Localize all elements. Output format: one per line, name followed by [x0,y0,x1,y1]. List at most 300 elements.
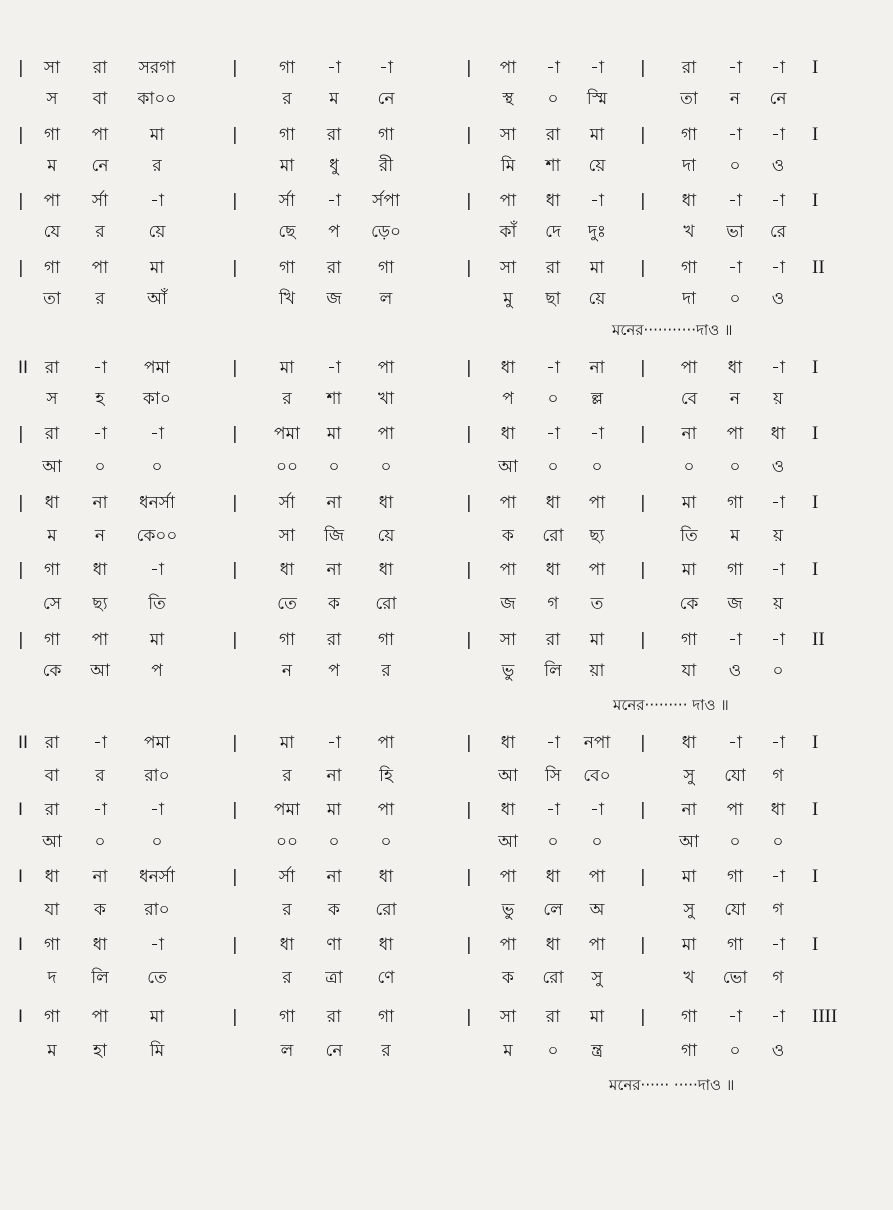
lyric-syllable: ০ [729,832,741,852]
bar-line: | [232,867,238,887]
notation-row [0,730,893,756]
note-cell: না [589,358,605,378]
lyric-syllable: যে [43,222,61,242]
note-cell: র্সা [278,867,296,887]
note-cell: রা [44,424,60,444]
lyric-syllable: র [95,289,105,309]
note-cell: ধা [500,800,516,820]
lyric-syllable: ত [590,594,604,614]
lyric-syllable: ম [47,1041,57,1061]
lyric-syllable: সু [683,766,695,786]
note-cell: -া [771,867,785,887]
lyric-syllable: ০ [729,1041,741,1061]
bar-line: | [232,424,238,444]
note-cell: র্সপা [372,191,400,211]
bar-line-start: I [18,935,24,955]
lyric-row [0,763,893,789]
bar-line: | [640,1007,646,1027]
lyric-syllable: সু [683,900,695,920]
note-cell: -া [771,191,785,211]
lyric-syllable: তা [680,89,698,109]
lyric-syllable: ছ্য [589,526,605,546]
bar-line: | [466,560,472,580]
lyric-syllable: তা [43,289,61,309]
lyric-syllable: ০ [547,89,559,109]
lyric-syllable: স [46,389,58,409]
notation-row [0,1004,893,1030]
lyric-syllable: তি [680,526,698,546]
lyric-syllable: ০ [328,832,340,852]
bar-line: | [232,58,238,78]
note-cell: গা [43,560,61,580]
note-cell: ধা [378,560,394,580]
lyric-syllable: ও [771,289,785,309]
lyric-syllable: লে [543,900,563,920]
refrain-row [0,1073,893,1097]
note-cell: ধা [681,733,697,753]
lyric-syllable: স্থ [502,89,514,109]
bar-line: | [640,125,646,145]
notation-row [0,122,893,148]
lyric-syllable: সি [544,766,562,786]
note-cell: -া [150,800,164,820]
note-cell: ধা [378,867,394,887]
note-cell: -া [771,733,785,753]
lyric-syllable: র [95,222,105,242]
note-cell: গা [680,125,698,145]
note-cell: -া [379,58,393,78]
bar-line: | [640,867,646,887]
bar-line: | [232,125,238,145]
notation-row [0,421,893,447]
lyric-syllable: তে [147,968,167,988]
lyric-syllable: শা [326,389,342,409]
note-cell: -া [728,58,742,78]
note-cell: গা [43,258,61,278]
note-cell: ধা [500,733,516,753]
lyric-row [0,523,893,549]
bar-line-start: | [18,125,24,145]
note-cell: গা [726,560,744,580]
note-cell: -া [771,125,785,145]
bar-line: | [466,358,472,378]
note-cell: পা [377,800,395,820]
note-cell: -া [546,800,560,820]
bar-line: | [640,733,646,753]
note-cell: -া [546,58,560,78]
lyric-syllable: ভো [722,968,748,988]
note-cell: -া [590,58,604,78]
lyric-syllable: ০ [547,1041,559,1061]
note-cell: মা [589,630,605,650]
note-cell: রা [326,125,342,145]
note-cell: -া [93,358,107,378]
note-cell: সা [499,258,517,278]
note-cell: গা [278,1007,296,1027]
lyric-syllable: যো [724,900,746,920]
note-cell: গা [278,258,296,278]
notation-row [0,557,893,583]
note-cell: সা [43,58,61,78]
lyric-syllable: যো [724,766,746,786]
note-cell: -া [771,58,785,78]
bar-line: | [466,630,472,650]
note-cell: রা [44,800,60,820]
note-cell: মা [149,125,165,145]
lyric-syllable: রো [542,526,564,546]
lyric-syllable: ম [47,156,57,176]
lyric-syllable: র [282,89,292,109]
note-cell: পা [499,191,517,211]
lyric-syllable: মু [503,289,513,309]
note-cell: -া [728,258,742,278]
lyric-syllable: ০০ [275,832,299,852]
note-cell: পা [499,493,517,513]
lyric-syllable: য় [772,526,784,546]
note-cell: রা [44,733,60,753]
bar-line: | [466,935,472,955]
note-cell: -া [728,191,742,211]
note-cell: গা [43,630,61,650]
note-cell: র্সা [278,191,296,211]
lyric-row [0,591,893,617]
lyric-syllable: রী [378,156,394,176]
lyric-row [0,386,893,412]
bar-line: | [466,58,472,78]
lyric-syllable: ধু [329,156,339,176]
bar-line: | [640,424,646,444]
lyric-syllable: তি [148,594,166,614]
note-cell: পা [91,630,109,650]
note-cell: পা [588,867,606,887]
note-cell: রা [326,630,342,650]
lyric-syllable: ০ [591,832,603,852]
bar-line: | [466,191,472,211]
lyric-syllable: ০ [94,457,106,477]
note-cell: ধা [770,424,786,444]
lyric-syllable: না [326,766,342,786]
bar-line-end: I [812,357,819,378]
lyric-syllable: ছ্য [92,594,108,614]
note-cell: ধা [545,191,561,211]
lyric-syllable: আ [498,832,518,852]
lyric-syllable: য় [772,389,784,409]
note-cell: মা [681,560,697,580]
notation-row [0,55,893,81]
note-cell: গা [377,630,395,650]
note-cell: ধা [279,935,295,955]
lyric-syllable: ভু [501,661,515,681]
note-cell: মা [681,935,697,955]
bar-line: | [640,58,646,78]
lyric-syllable: গা [680,1041,698,1061]
note-cell: না [681,424,697,444]
lyric-syllable: যা [681,661,697,681]
bar-line: | [232,560,238,580]
note-cell: -া [327,358,341,378]
note-cell: সা [499,630,517,650]
lyric-syllable: ল্ল [590,389,604,409]
bar-line: | [466,125,472,145]
lyric-syllable: ০ [729,156,741,176]
note-cell: -া [93,800,107,820]
bar-line-end: II [812,257,825,278]
note-cell: সা [499,1007,517,1027]
bar-line: | [640,560,646,580]
note-cell: না [92,867,108,887]
bar-line: | [466,867,472,887]
lyric-syllable: ০ [380,457,392,477]
note-cell: রা [545,1007,561,1027]
bar-line: | [466,800,472,820]
bar-line-start: | [18,630,24,650]
note-cell: মা [279,358,295,378]
lyric-syllable: সা [278,526,296,546]
note-cell: ধনর্সা [139,867,175,887]
lyric-syllable: হা [93,1041,107,1061]
note-cell: গা [43,1007,61,1027]
note-cell: ধা [727,358,743,378]
note-cell: পা [377,424,395,444]
lyric-syllable: য়ে [148,222,166,242]
lyric-syllable: ন [94,526,106,546]
note-cell: -া [93,733,107,753]
lyric-syllable: ০০ [275,457,299,477]
lyric-syllable: আ [42,457,62,477]
lyric-syllable: স্মি [586,89,608,109]
note-cell: -া [150,191,164,211]
bar-line: | [640,493,646,513]
lyric-syllable: বে০ [583,766,611,786]
note-cell: র্সা [278,493,296,513]
note-cell: রা [326,258,342,278]
note-cell: -া [771,935,785,955]
bar-line: | [232,258,238,278]
note-cell: মা [681,867,697,887]
note-cell: গা [726,935,744,955]
note-cell: মা [589,1007,605,1027]
lyric-syllable: ০ [772,661,784,681]
note-cell: পমা [144,358,170,378]
notation-row [0,188,893,214]
bar-line-end: I [812,57,819,78]
note-cell: না [92,493,108,513]
note-cell: -া [728,125,742,145]
note-cell: ধা [545,935,561,955]
lyric-syllable: ক [94,900,106,920]
lyric-syllable: প [328,222,340,242]
note-cell: রা [92,58,108,78]
bar-line: | [232,630,238,650]
note-cell: -া [150,560,164,580]
lyric-syllable: ও [728,661,742,681]
note-cell: -া [93,424,107,444]
lyric-syllable: তে [277,594,297,614]
note-cell: পা [726,424,744,444]
lyric-syllable: ক [328,594,340,614]
lyric-syllable: দা [682,156,696,176]
note-cell: -া [771,630,785,650]
lyric-syllable: গ [772,968,784,988]
refrain-text: মনের···········দাও ॥ [612,321,733,339]
lyric-syllable: য়ে [377,526,395,546]
lyric-syllable: ও [771,457,785,477]
notation-row [0,932,893,958]
note-cell: গা [377,1007,395,1027]
note-cell: পমা [274,800,300,820]
note-cell: পা [91,258,109,278]
note-cell: গা [680,258,698,278]
notation-row [0,255,893,281]
note-cell: পমা [274,424,300,444]
note-cell: পা [588,493,606,513]
note-cell: মা [149,1007,165,1027]
note-cell: গা [43,935,61,955]
bar-line: | [232,800,238,820]
lyric-syllable: ন [281,661,293,681]
bar-line-start: | [18,493,24,513]
bar-line: | [466,424,472,444]
note-cell: ধা [500,424,516,444]
note-cell: গা [726,493,744,513]
lyric-syllable: রো [375,900,397,920]
bar-line-start: | [18,424,24,444]
bar-line-start: II [18,358,29,378]
lyric-syllable: র [381,1041,391,1061]
bar-line-start: II [18,733,29,753]
note-cell: -া [771,258,785,278]
lyric-syllable: গ [772,766,784,786]
lyric-syllable: র [381,661,391,681]
note-cell: ধা [378,935,394,955]
note-cell: পা [499,560,517,580]
bar-line-start: | [18,258,24,278]
bar-line: | [466,493,472,513]
lyric-syllable: দে [545,222,561,242]
lyric-syllable: হ [95,389,105,409]
note-cell: -া [728,630,742,650]
note-cell: ণা [326,935,342,955]
lyric-syllable: স [46,89,58,109]
lyric-syllable: দ [47,968,57,988]
note-cell: -া [327,191,341,211]
notation-row [0,797,893,823]
lyric-syllable: য় [772,594,784,614]
lyric-syllable: শা [545,156,561,176]
lyric-syllable: সু [591,968,603,988]
bar-line-end: I [812,799,819,820]
lyric-syllable: য়ে [588,156,606,176]
lyric-syllable: খা [377,389,395,409]
lyric-syllable: র [95,766,105,786]
lyric-syllable: কা০ [143,389,171,409]
lyric-syllable: প [328,661,340,681]
lyric-syllable: ০ [772,832,784,852]
note-cell: রা [44,358,60,378]
bar-line-end: I [812,190,819,211]
lyric-syllable: ভু [501,900,515,920]
lyric-syllable: জ [500,594,516,614]
lyric-syllable: কা০০ [137,89,177,109]
lyric-syllable: ০ [591,457,603,477]
lyric-syllable: ০ [729,457,741,477]
bar-line: | [640,935,646,955]
lyric-syllable: ক [328,900,340,920]
note-cell: রা [545,630,561,650]
lyric-syllable: ক [502,526,514,546]
lyric-syllable: কাঁ [499,222,517,242]
note-cell: -া [546,424,560,444]
lyric-syllable: জ [326,289,342,309]
note-cell: গা [680,630,698,650]
lyric-syllable: ল [379,289,393,309]
note-cell: পা [91,1007,109,1027]
note-cell: মা [326,424,342,444]
note-cell: -া [771,358,785,378]
lyric-row [0,153,893,179]
notation-row [0,627,893,653]
lyric-syllable: গ [772,900,784,920]
lyric-syllable: ম [47,526,57,546]
note-cell: না [326,493,342,513]
lyric-syllable: নে [769,89,787,109]
note-cell: পা [499,58,517,78]
note-cell: না [326,867,342,887]
refrain-row [0,318,893,342]
bar-line-end: IIII [812,1006,838,1027]
bar-line: | [232,935,238,955]
lyric-syllable: দা [682,289,696,309]
note-cell: পা [377,733,395,753]
lyric-syllable: ভা [726,222,744,242]
note-cell: ধা [44,867,60,887]
lyric-syllable: রো [542,968,564,988]
lyric-syllable: খি [278,289,296,309]
bar-line-end: I [812,732,819,753]
note-cell: মা [589,125,605,145]
lyric-syllable: ম [329,89,339,109]
lyric-syllable: ছা [545,289,561,309]
lyric-syllable: মা [279,156,295,176]
lyric-syllable: ও [771,156,785,176]
lyric-syllable: ছে [278,222,296,242]
lyric-syllable: ণে [377,968,395,988]
bar-line-end: I [812,934,819,955]
lyric-syllable: র [282,968,292,988]
note-cell: -া [327,58,341,78]
bar-line: | [466,258,472,278]
lyric-syllable: প [151,661,163,681]
lyric-syllable: আ [90,661,110,681]
lyric-syllable: খ [683,968,695,988]
note-cell: না [681,800,697,820]
lyric-syllable: নে [91,156,109,176]
note-cell: -া [546,733,560,753]
note-cell: -া [590,191,604,211]
lyric-syllable: মি [149,1041,165,1061]
lyric-syllable: য়ে [588,289,606,309]
note-cell: গা [726,867,744,887]
bar-line: | [640,191,646,211]
note-cell: নপা [583,733,611,753]
bar-line-start: | [18,58,24,78]
note-cell: রা [545,258,561,278]
lyric-syllable: নে [377,89,395,109]
lyric-row [0,86,893,112]
lyric-syllable: ড়ে০ [370,222,402,242]
lyric-syllable: ত্রা [325,968,343,988]
lyric-syllable: ০ [547,389,559,409]
